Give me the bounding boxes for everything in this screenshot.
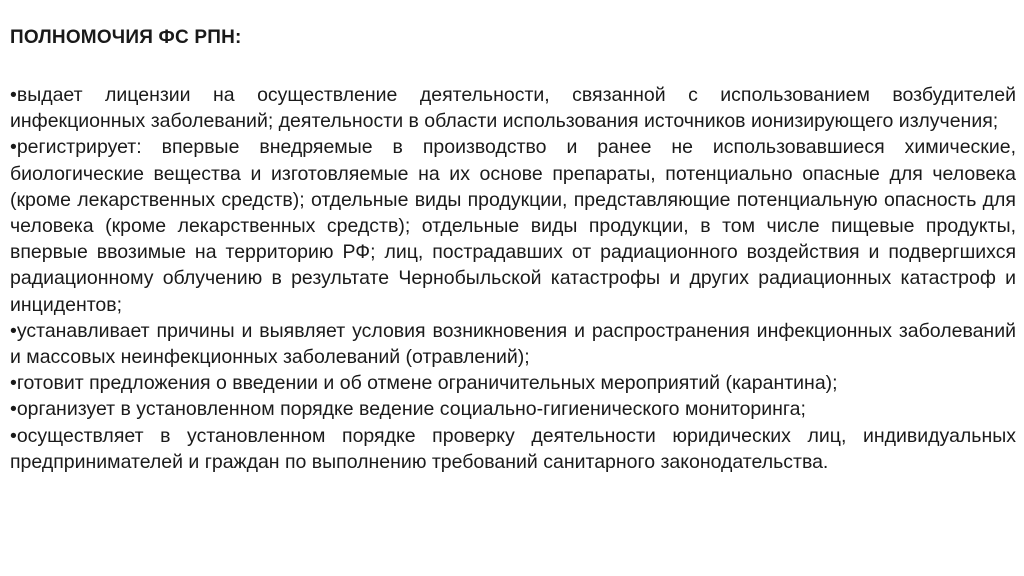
bullet-icon: • (10, 319, 17, 342)
list-item-text: готовит предложения о введении и об отмене ограничительных мероприятий (карантина); (16, 372, 838, 395)
list-item-text: организует в установленном порядке ведение социально-гигиенического мониторинга; (16, 398, 806, 421)
list-item-text: регистрирует: впервые внедряемые в производство и ранее не использовавшиеся химические, биологические вещества и изготовляемые на их основе препараты, потенциально опасные для человека (кроме лекарственных средств); отдельные виды продукции, представляющие потенциальную опасность для человека (кроме лекарственных средств); отдельные виды продукции, в том числе пищевые продукты, впервые ввозимые на территорию РФ; лиц, пострадавших от радиационного воздействия и подвергшихся радиационному облучению в результате Чернобыльской катастрофы и других радиационных катастроф и инцидентов; (10, 136, 1016, 316)
list-item (10, 396, 1016, 422)
list-item (10, 318, 1016, 370)
list-item (10, 82, 1016, 134)
slide-title: ПОЛНОМОЧИЯ ФС РПН: (10, 27, 242, 48)
bullet-icon: • (10, 398, 17, 421)
bullet-icon: • (10, 424, 17, 447)
list-item (10, 370, 1016, 396)
bullet-icon: • (10, 136, 17, 159)
bullet-icon: • (10, 372, 17, 395)
list-item-text: выдает лицензии на осуществление деятельности, связанной с использованием возбудителей инфекционных заболеваний; деятельности в области использования источников ионизирующего излучения; (10, 84, 1016, 133)
list-item (10, 423, 1016, 475)
powers-list (10, 82, 1016, 475)
list-item-text: устанавливает причины и выявляет условия возникновения и распространения инфекционных заболеваний и массовых неинфекционных заболеваний (отравлений); (10, 319, 1016, 369)
list-item (10, 134, 1016, 317)
bullet-icon: • (10, 84, 17, 106)
list-item-text: осуществляет в установленном порядке проверку деятельности юридических лиц, индивидуальных предпринимателей и граждан по выполнению требований санитарного законодательства. (10, 424, 1016, 473)
slide-content (10, 27, 1016, 475)
